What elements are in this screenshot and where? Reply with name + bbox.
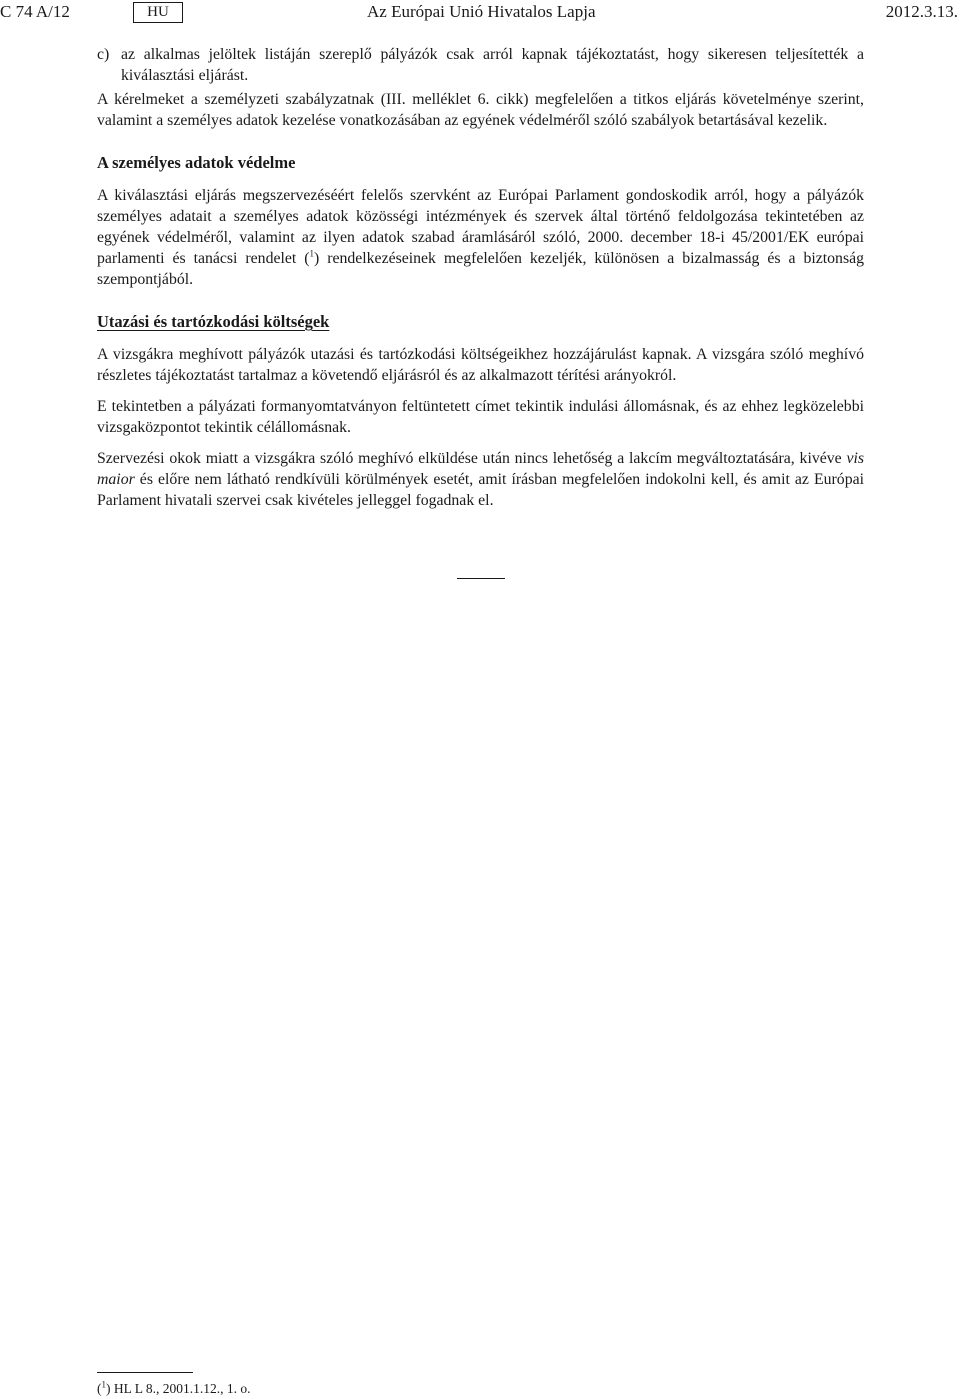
heading-data-protection: A személyes adatok védelme (97, 153, 296, 172)
page-header (0, 0, 960, 26)
heading-travel-costs: Utazási és tartózkodási költségek (97, 312, 330, 331)
paragraph-text: Szervezési okok miatt a vizsgákra szóló meghívó elküldése után nincs lehetőség a lakcím megváltoztatására, kivéve (97, 450, 847, 467)
paragraph-text: és előre nem látható rendkívüli körülmények esetét, amit írásban megfelelően indokolni kell, és amit az Európai Parlament hivatali szervei csak kivételes jelleggel fogadnak el. (97, 471, 864, 509)
language-badge: HU (133, 2, 183, 23)
paragraph-travel-contribution: A vizsgákra meghívott pályázók utazási és tartózkodási költségeikhez hozzájárulást kapnak. A vizsgára szóló meghívó részletes tájékoztatást tartalmaz a követendő eljárásról és az alkalmazott térítési arányokról. (97, 346, 864, 384)
list-item-text: az alkalmas jelöltek listáján szereplő pályázók csak arról kapnak tájékoztatást, hogy sikeresen teljesítették a kiválasztási eljárást. (121, 46, 864, 84)
section-separator (457, 578, 505, 579)
footnote-open: ( (97, 1381, 102, 1396)
paragraph-text: ) rendelkezéseinek megfelelően kezeljék, különösen a bizalmasság és a biztonság szempontjából. (97, 250, 865, 288)
paragraph-text: A kiválasztási eljárás megszervezéséért felelős szervként az Európai Parlament gondoskodik arról, hogy a pályázók személyes adatait a személyes adatok közösségi intézmények és szervek által történő feldolgozása tekintetében az egyének védelméről, valamint az ilyen adatok szabad áramlásáról szóló, 2000. december 18-i 45/2001/EK európai parlamenti és tanácsi rendelet ( (97, 187, 864, 267)
paragraph-address-change (97, 448, 864, 511)
journal-title: Az Európai Unió Hivatalos Lapja (367, 2, 596, 21)
journal-reference: C 74 A/12 (0, 2, 70, 21)
paragraph-data-protection (97, 185, 864, 290)
footnote-number: 1 (101, 1379, 106, 1390)
publication-date: 2012.3.13. (885, 2, 958, 21)
list-item-label: c) (97, 46, 110, 63)
paragraph-departure-address: E tekintetben a pályázati formanyomtatványon feltüntetett címet tekintik indulási állomásnak, és az ehhez legközelebbi vizsgaközpontot tekintik célállomásnak. (97, 398, 864, 436)
italic-term: vis maior (97, 450, 864, 488)
footnote-close: ) (106, 1381, 111, 1396)
footnote-rule (97, 1372, 193, 1373)
list-item-c (97, 44, 864, 86)
footnote-text: HL L 8., 2001.1.12., 1. o. (110, 1381, 251, 1396)
paragraph-applications: A kérelmeket a személyzeti szabályzatnak (III. melléklet 6. cikk) megfelelően a titkos eljárás követelménye szerint, valamint a személyes adatok kezelése vonatkozásában az egyének védelméről szóló szabályok betartásával kezelik. (97, 91, 864, 129)
footnote (97, 1381, 251, 1397)
footnote-reference[interactable]: 1 (309, 248, 314, 259)
document-body (97, 44, 864, 511)
